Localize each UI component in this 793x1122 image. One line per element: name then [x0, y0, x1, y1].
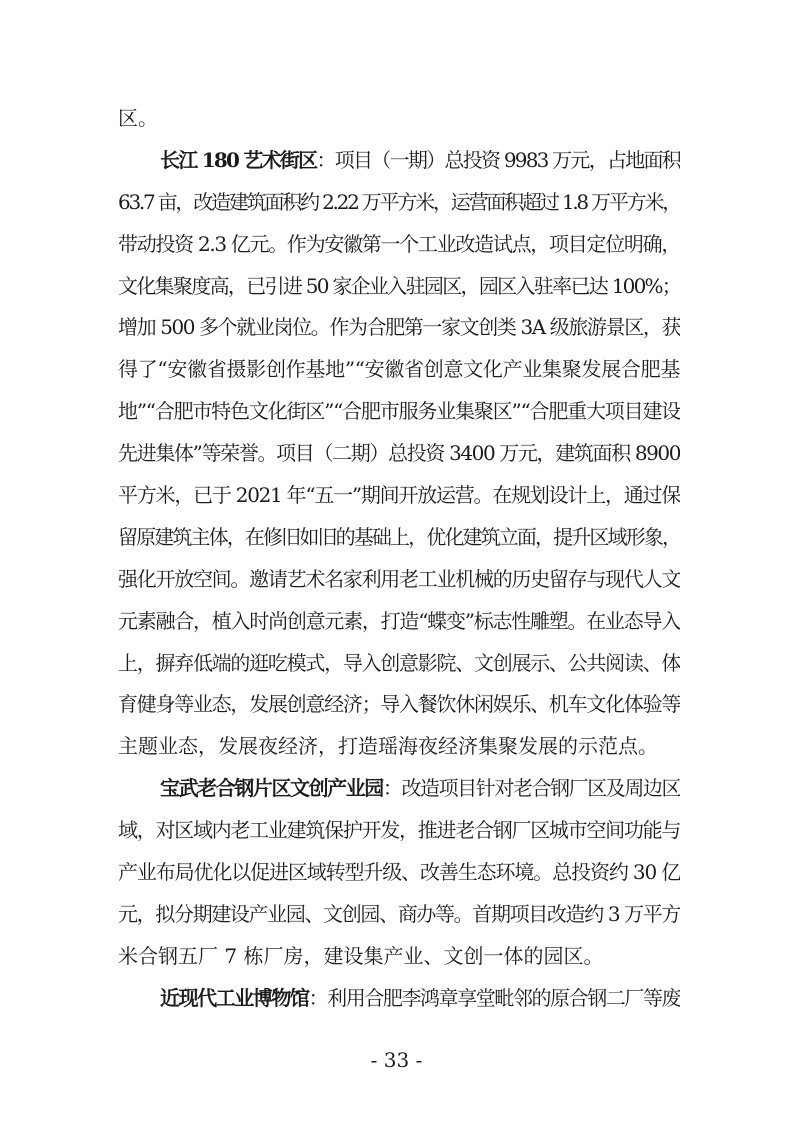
line-text: 留原建筑主体，在修旧如旧的基础上，优化建筑立面，提升区域形象，	[118, 524, 680, 549]
line-text: 地”“合肥市特色文化街区”“合肥市服务业集聚区”“合肥重大项目建设	[118, 399, 680, 424]
text-line	[118, 643, 680, 685]
line-text: 产业布局优化以促进区域转型升级、改善生态环境。总投资约 30 亿	[118, 860, 680, 885]
line-text: 主题业态，发展夜经济，打造瑶海夜经济集聚发展的示范点。	[118, 734, 658, 759]
line-text: 域，对区域内老工业建筑保护开发，推进老合钢厂区城市空间功能与	[118, 818, 680, 843]
line-text: 米合钢五厂 7 栋厂房，建设集产业、文创一体的园区。	[118, 943, 604, 968]
line-text: 平方米，已于 2021 年“五一”期间开放运营。在规划设计上，通过保	[118, 483, 680, 508]
line-text: ：利用合肥李鸿章享堂毗邻的原合钢二厂等废	[308, 985, 680, 1010]
text-line	[118, 349, 680, 391]
text-line	[118, 684, 680, 726]
line-text: ：项目（一期）总投资 9983 万元，占地面积	[316, 147, 680, 172]
page-number: - 33 -	[370, 1048, 423, 1072]
text-line	[118, 936, 680, 978]
text-line	[118, 601, 680, 643]
line-text: 先进集体”等荣誉。项目（二期）总投资 3400 万元，建筑面积 8900	[118, 441, 680, 466]
text-line	[118, 852, 680, 894]
section-heading: 宝武老合钢片区文创产业园	[160, 776, 383, 801]
line-text: 育健身等业态，发展创意经济；导入餐饮休闲娱乐、机车文化体验等	[118, 692, 680, 717]
text-line	[118, 140, 680, 182]
line-text: 元素融合，植入时尚创意元素，打造“蝶变”标志性雕塑。在业态导入	[118, 608, 680, 633]
text-line	[118, 768, 680, 810]
paragraph	[118, 140, 680, 768]
text-line	[118, 810, 680, 852]
paragraph	[118, 978, 680, 1020]
section-heading: 长江 180 艺术街区	[160, 147, 317, 172]
text-line	[118, 391, 680, 433]
line-text: 文化集聚度高，已引进 50 家企业入驻园区，园区入驻率已达 100%；	[118, 273, 680, 298]
paragraph	[118, 768, 680, 977]
text-line	[118, 517, 680, 559]
line-text: 增加 500 多个就业岗位。作为合肥第一家文创类 3A 级旅游景区，获	[118, 315, 680, 340]
text-line	[118, 433, 680, 475]
line-text: 上，摒弃低端的逛吃模式，导入创意影院、文创展示、公共阅读、体	[118, 650, 680, 675]
line-text: ：改造项目针对老合钢厂区及周边区	[382, 776, 680, 801]
text-line	[118, 307, 680, 349]
line-text: 元，拟分期建设产业园、文创园、商办等。首期项目改造约 3 万平方	[118, 901, 680, 926]
line-text: 区。	[118, 106, 158, 130]
text-line	[118, 475, 680, 517]
document-body	[118, 98, 680, 1020]
text-line	[118, 98, 680, 140]
line-text: 得了“安徽省摄影创作基地”“安徽省创意文化产业集聚发展合肥基	[118, 357, 680, 382]
text-line	[118, 266, 680, 308]
line-text: 63.7 亩，改造建筑面积约 2.22 万平方米，运营面积超过 1.8 万平方米，	[118, 189, 680, 214]
text-line	[118, 224, 680, 266]
section-heading: 近现代工业博物馆	[160, 985, 309, 1010]
text-line	[118, 182, 680, 224]
text-line	[118, 978, 680, 1020]
paragraph	[118, 98, 680, 140]
text-line	[118, 726, 680, 768]
line-text: 带动投资 2.3 亿元。作为安徽第一个工业改造试点，项目定位明确，	[118, 231, 680, 256]
text-line	[118, 894, 680, 936]
text-line	[118, 559, 680, 601]
line-text: 强化开放空间。邀请艺术名家利用老工业机械的历史留存与现代人文	[118, 566, 680, 591]
